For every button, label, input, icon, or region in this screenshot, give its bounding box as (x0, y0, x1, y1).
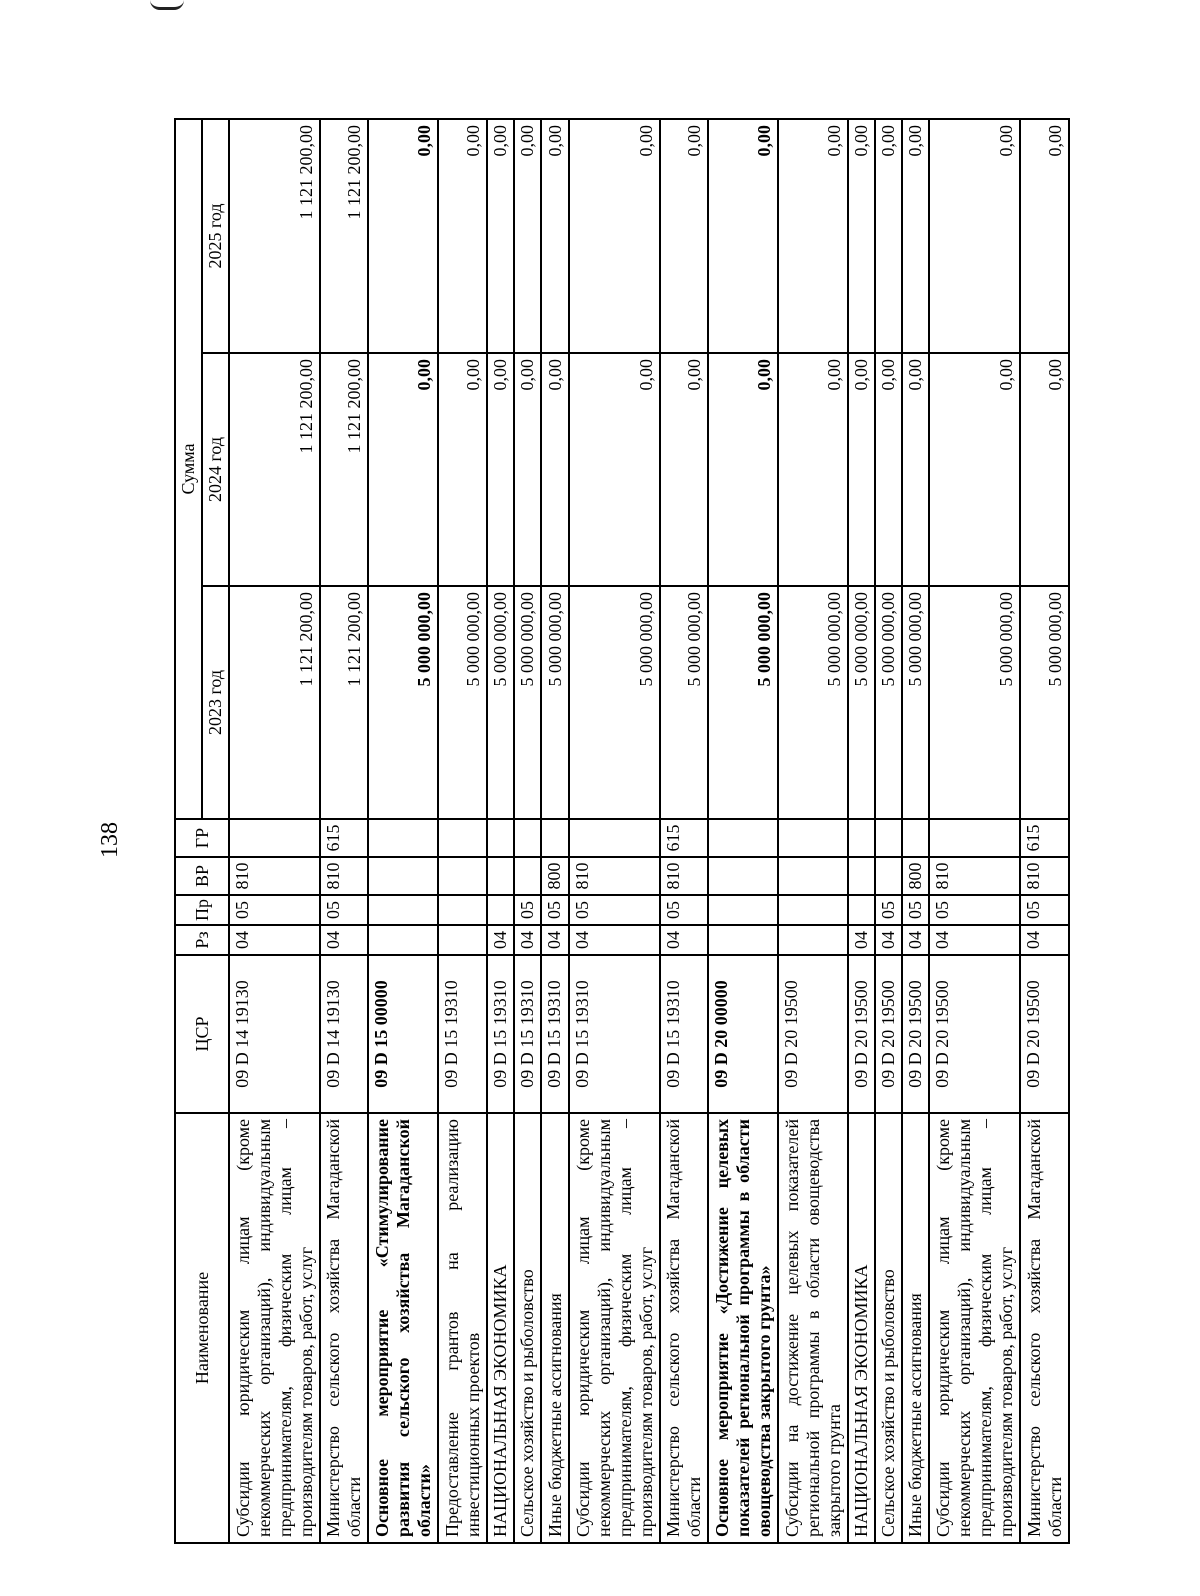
cell-name: Сельское хозяйство и рыболовство (875, 1113, 902, 1543)
cell-2025: 0,00 (487, 119, 514, 353)
cell-gr: 615 (660, 819, 709, 857)
cell-rz (368, 925, 438, 955)
cell-rz: 04 (229, 925, 320, 955)
cell-2025: 1 121 200,00 (229, 119, 320, 353)
cell-pr: 05 (541, 895, 568, 925)
cell-2025: 0,00 (569, 119, 660, 353)
header-row (175, 119, 202, 1543)
cell-csr: 09 D 15 19310 (487, 955, 514, 1113)
cell-2024: 1 121 200,00 (320, 353, 369, 586)
header-2025: 2025 год (202, 119, 229, 353)
cell-2024: 0,00 (487, 353, 514, 586)
cell-2025: 0,00 (368, 119, 438, 353)
cell-2024: 0,00 (708, 353, 778, 586)
cell-vr: 810 (929, 857, 1020, 895)
cell-pr (487, 895, 514, 925)
table-row (487, 119, 514, 1543)
table-row (541, 119, 568, 1543)
cell-gr (902, 819, 929, 857)
header-vr: ВР (175, 857, 229, 895)
cell-pr: 05 (320, 895, 369, 925)
cell-2025: 0,00 (1020, 119, 1069, 353)
cell-name: НАЦИОНАЛЬНАЯ ЭКОНОМИКА (487, 1113, 514, 1543)
cell-name: Министерство сельского хозяйства Магаданской области (320, 1113, 369, 1543)
cell-2023: 5 000 000,00 (368, 586, 438, 819)
cell-2023: 5 000 000,00 (569, 586, 660, 819)
page-corner-mark (150, 0, 184, 10)
cell-rz (438, 925, 487, 955)
cell-name: Субсидии юридическим лицам (кроме некоммерческих организаций), индивидуальным предпринимателям, физическим лицам – производителям товаров, работ, услуг (229, 1113, 320, 1543)
cell-rz: 04 (902, 925, 929, 955)
cell-pr (368, 895, 438, 925)
cell-gr: 615 (1020, 819, 1069, 857)
header-pr: Пр (175, 895, 229, 925)
cell-gr (778, 819, 848, 857)
page-number: 138 (97, 822, 123, 858)
cell-2024: 0,00 (569, 353, 660, 586)
cell-2025: 0,00 (708, 119, 778, 353)
cell-vr: 810 (229, 857, 320, 895)
cell-2024: 0,00 (368, 353, 438, 586)
cell-2024: 0,00 (902, 353, 929, 586)
cell-2024: 0,00 (660, 353, 709, 586)
cell-2025: 0,00 (875, 119, 902, 353)
cell-csr: 09 D 20 19500 (875, 955, 902, 1113)
cell-vr (708, 857, 778, 895)
cell-gr (848, 819, 875, 857)
cell-csr: 09 D 15 19310 (438, 955, 487, 1113)
cell-csr: 09 D 20 19500 (929, 955, 1020, 1113)
rotated-table-container (174, 120, 1070, 1544)
budget-table (174, 118, 1070, 1544)
cell-rz: 04 (1020, 925, 1069, 955)
table-row (514, 119, 541, 1543)
cell-2024: 0,00 (848, 353, 875, 586)
cell-name: Основное мероприятие «Стимулирование развития сельского хозяйства Магаданской области» (368, 1113, 438, 1543)
cell-pr: 05 (875, 895, 902, 925)
cell-name: Иные бюджетные ассигнования (541, 1113, 568, 1543)
cell-2025: 0,00 (541, 119, 568, 353)
cell-rz: 04 (569, 925, 660, 955)
cell-vr (514, 857, 541, 895)
cell-2023: 1 121 200,00 (320, 586, 369, 819)
cell-vr (487, 857, 514, 895)
cell-csr: 09 D 15 00000 (368, 955, 438, 1113)
cell-2024: 0,00 (514, 353, 541, 586)
cell-gr (229, 819, 320, 857)
cell-rz: 04 (660, 925, 709, 955)
cell-name: Основное мероприятие «Достижение целевых показателей региональной программы в области овощеводства закрытого грунта» (708, 1113, 778, 1543)
cell-gr (569, 819, 660, 857)
table-row (438, 119, 487, 1543)
cell-2025: 0,00 (848, 119, 875, 353)
cell-vr (778, 857, 848, 895)
header-csr: ЦСР (175, 955, 229, 1113)
table-row (875, 119, 902, 1543)
cell-pr (848, 895, 875, 925)
cell-name: НАЦИОНАЛЬНАЯ ЭКОНОМИКА (848, 1113, 875, 1543)
cell-2023: 5 000 000,00 (438, 586, 487, 819)
cell-gr (368, 819, 438, 857)
cell-2024: 0,00 (438, 353, 487, 586)
cell-gr (541, 819, 568, 857)
cell-2025: 0,00 (778, 119, 848, 353)
cell-csr: 09 D 15 19310 (514, 955, 541, 1113)
table-row (229, 119, 320, 1543)
table-row (848, 119, 875, 1543)
cell-2025: 0,00 (438, 119, 487, 353)
cell-vr (438, 857, 487, 895)
cell-name: Субсидии юридическим лицам (кроме некоммерческих организаций), индивидуальным предпринимателям, физическим лицам – производителям товаров, работ, услуг (929, 1113, 1020, 1543)
cell-gr: 615 (320, 819, 369, 857)
cell-name: Сельское хозяйство и рыболовство (514, 1113, 541, 1543)
cell-rz: 04 (929, 925, 1020, 955)
cell-rz: 04 (875, 925, 902, 955)
table-row (569, 119, 660, 1543)
cell-2024: 0,00 (929, 353, 1020, 586)
cell-2023: 5 000 000,00 (1020, 586, 1069, 819)
cell-pr: 05 (1020, 895, 1069, 925)
cell-pr: 05 (660, 895, 709, 925)
header-2023: 2023 год (202, 586, 229, 819)
table-row (708, 119, 778, 1543)
cell-2023: 5 000 000,00 (778, 586, 848, 819)
cell-2023: 5 000 000,00 (660, 586, 709, 819)
table-row (368, 119, 438, 1543)
cell-2024: 1 121 200,00 (229, 353, 320, 586)
cell-name: Министерство сельского хозяйства Магаданской области (1020, 1113, 1069, 1543)
cell-2023: 5 000 000,00 (848, 586, 875, 819)
cell-vr: 800 (541, 857, 568, 895)
table-row (1020, 119, 1069, 1543)
cell-csr: 09 D 15 19310 (569, 955, 660, 1113)
cell-2023: 5 000 000,00 (902, 586, 929, 819)
cell-2024: 0,00 (541, 353, 568, 586)
cell-name: Предоставление грантов на реализацию инвестиционных проектов (438, 1113, 487, 1543)
cell-name: Иные бюджетные ассигнования (902, 1113, 929, 1543)
table-row (902, 119, 929, 1543)
cell-csr: 09 D 20 19500 (902, 955, 929, 1113)
cell-gr (875, 819, 902, 857)
cell-2023: 5 000 000,00 (708, 586, 778, 819)
cell-2024: 0,00 (875, 353, 902, 586)
cell-csr: 09 D 14 19130 (229, 955, 320, 1113)
header-rz: Рз (175, 925, 229, 955)
cell-2024: 0,00 (778, 353, 848, 586)
cell-vr: 810 (660, 857, 709, 895)
table-row (660, 119, 709, 1543)
cell-pr: 05 (569, 895, 660, 925)
cell-rz: 04 (848, 925, 875, 955)
cell-vr: 800 (902, 857, 929, 895)
cell-csr: 09 D 20 00000 (708, 955, 778, 1113)
cell-vr: 810 (569, 857, 660, 895)
cell-2024: 0,00 (1020, 353, 1069, 586)
cell-2025: 0,00 (660, 119, 709, 353)
header-gr: ГР (175, 819, 229, 857)
cell-name: Субсидии юридическим лицам (кроме некоммерческих организаций), индивидуальным предпринимателям, физическим лицам – производителям товаров, работ, услуг (569, 1113, 660, 1543)
cell-rz: 04 (487, 925, 514, 955)
cell-vr (875, 857, 902, 895)
cell-gr (487, 819, 514, 857)
cell-rz: 04 (514, 925, 541, 955)
cell-rz: 04 (541, 925, 568, 955)
header-sum: Сумма (175, 119, 202, 819)
cell-2023: 5 000 000,00 (514, 586, 541, 819)
cell-vr: 810 (320, 857, 369, 895)
cell-2025: 0,00 (929, 119, 1020, 353)
cell-2023: 5 000 000,00 (929, 586, 1020, 819)
cell-csr: 09 D 20 19500 (778, 955, 848, 1113)
table-row (320, 119, 369, 1543)
cell-vr (368, 857, 438, 895)
cell-pr: 05 (902, 895, 929, 925)
header-name: Наименование (175, 1113, 229, 1543)
table-row (929, 119, 1020, 1543)
cell-2023: 1 121 200,00 (229, 586, 320, 819)
cell-gr (514, 819, 541, 857)
cell-pr (708, 895, 778, 925)
cell-csr: 09 D 15 19310 (660, 955, 709, 1113)
cell-2023: 5 000 000,00 (487, 586, 514, 819)
cell-name: Министерство сельского хозяйства Магаданской области (660, 1113, 709, 1543)
cell-rz: 04 (320, 925, 369, 955)
cell-gr (708, 819, 778, 857)
cell-pr: 05 (514, 895, 541, 925)
cell-2023: 5 000 000,00 (875, 586, 902, 819)
cell-csr: 09 D 20 19500 (1020, 955, 1069, 1113)
cell-pr (438, 895, 487, 925)
cell-2025: 0,00 (514, 119, 541, 353)
cell-rz (708, 925, 778, 955)
cell-2025: 0,00 (902, 119, 929, 353)
header-2024: 2024 год (202, 353, 229, 586)
cell-csr: 09 D 20 19500 (848, 955, 875, 1113)
cell-csr: 09 D 14 19130 (320, 955, 369, 1113)
cell-name: Субсидии на достижение целевых показателей региональной программы в области овощеводства закрытого грунта (778, 1113, 848, 1543)
cell-2025: 1 121 200,00 (320, 119, 369, 353)
table-body (229, 119, 1069, 1543)
cell-pr: 05 (929, 895, 1020, 925)
cell-vr (848, 857, 875, 895)
cell-csr: 09 D 15 19310 (541, 955, 568, 1113)
table-row (778, 119, 848, 1543)
cell-rz (778, 925, 848, 955)
cell-pr (778, 895, 848, 925)
cell-vr: 810 (1020, 857, 1069, 895)
cell-2023: 5 000 000,00 (541, 586, 568, 819)
cell-gr (929, 819, 1020, 857)
cell-gr (438, 819, 487, 857)
cell-pr: 05 (229, 895, 320, 925)
